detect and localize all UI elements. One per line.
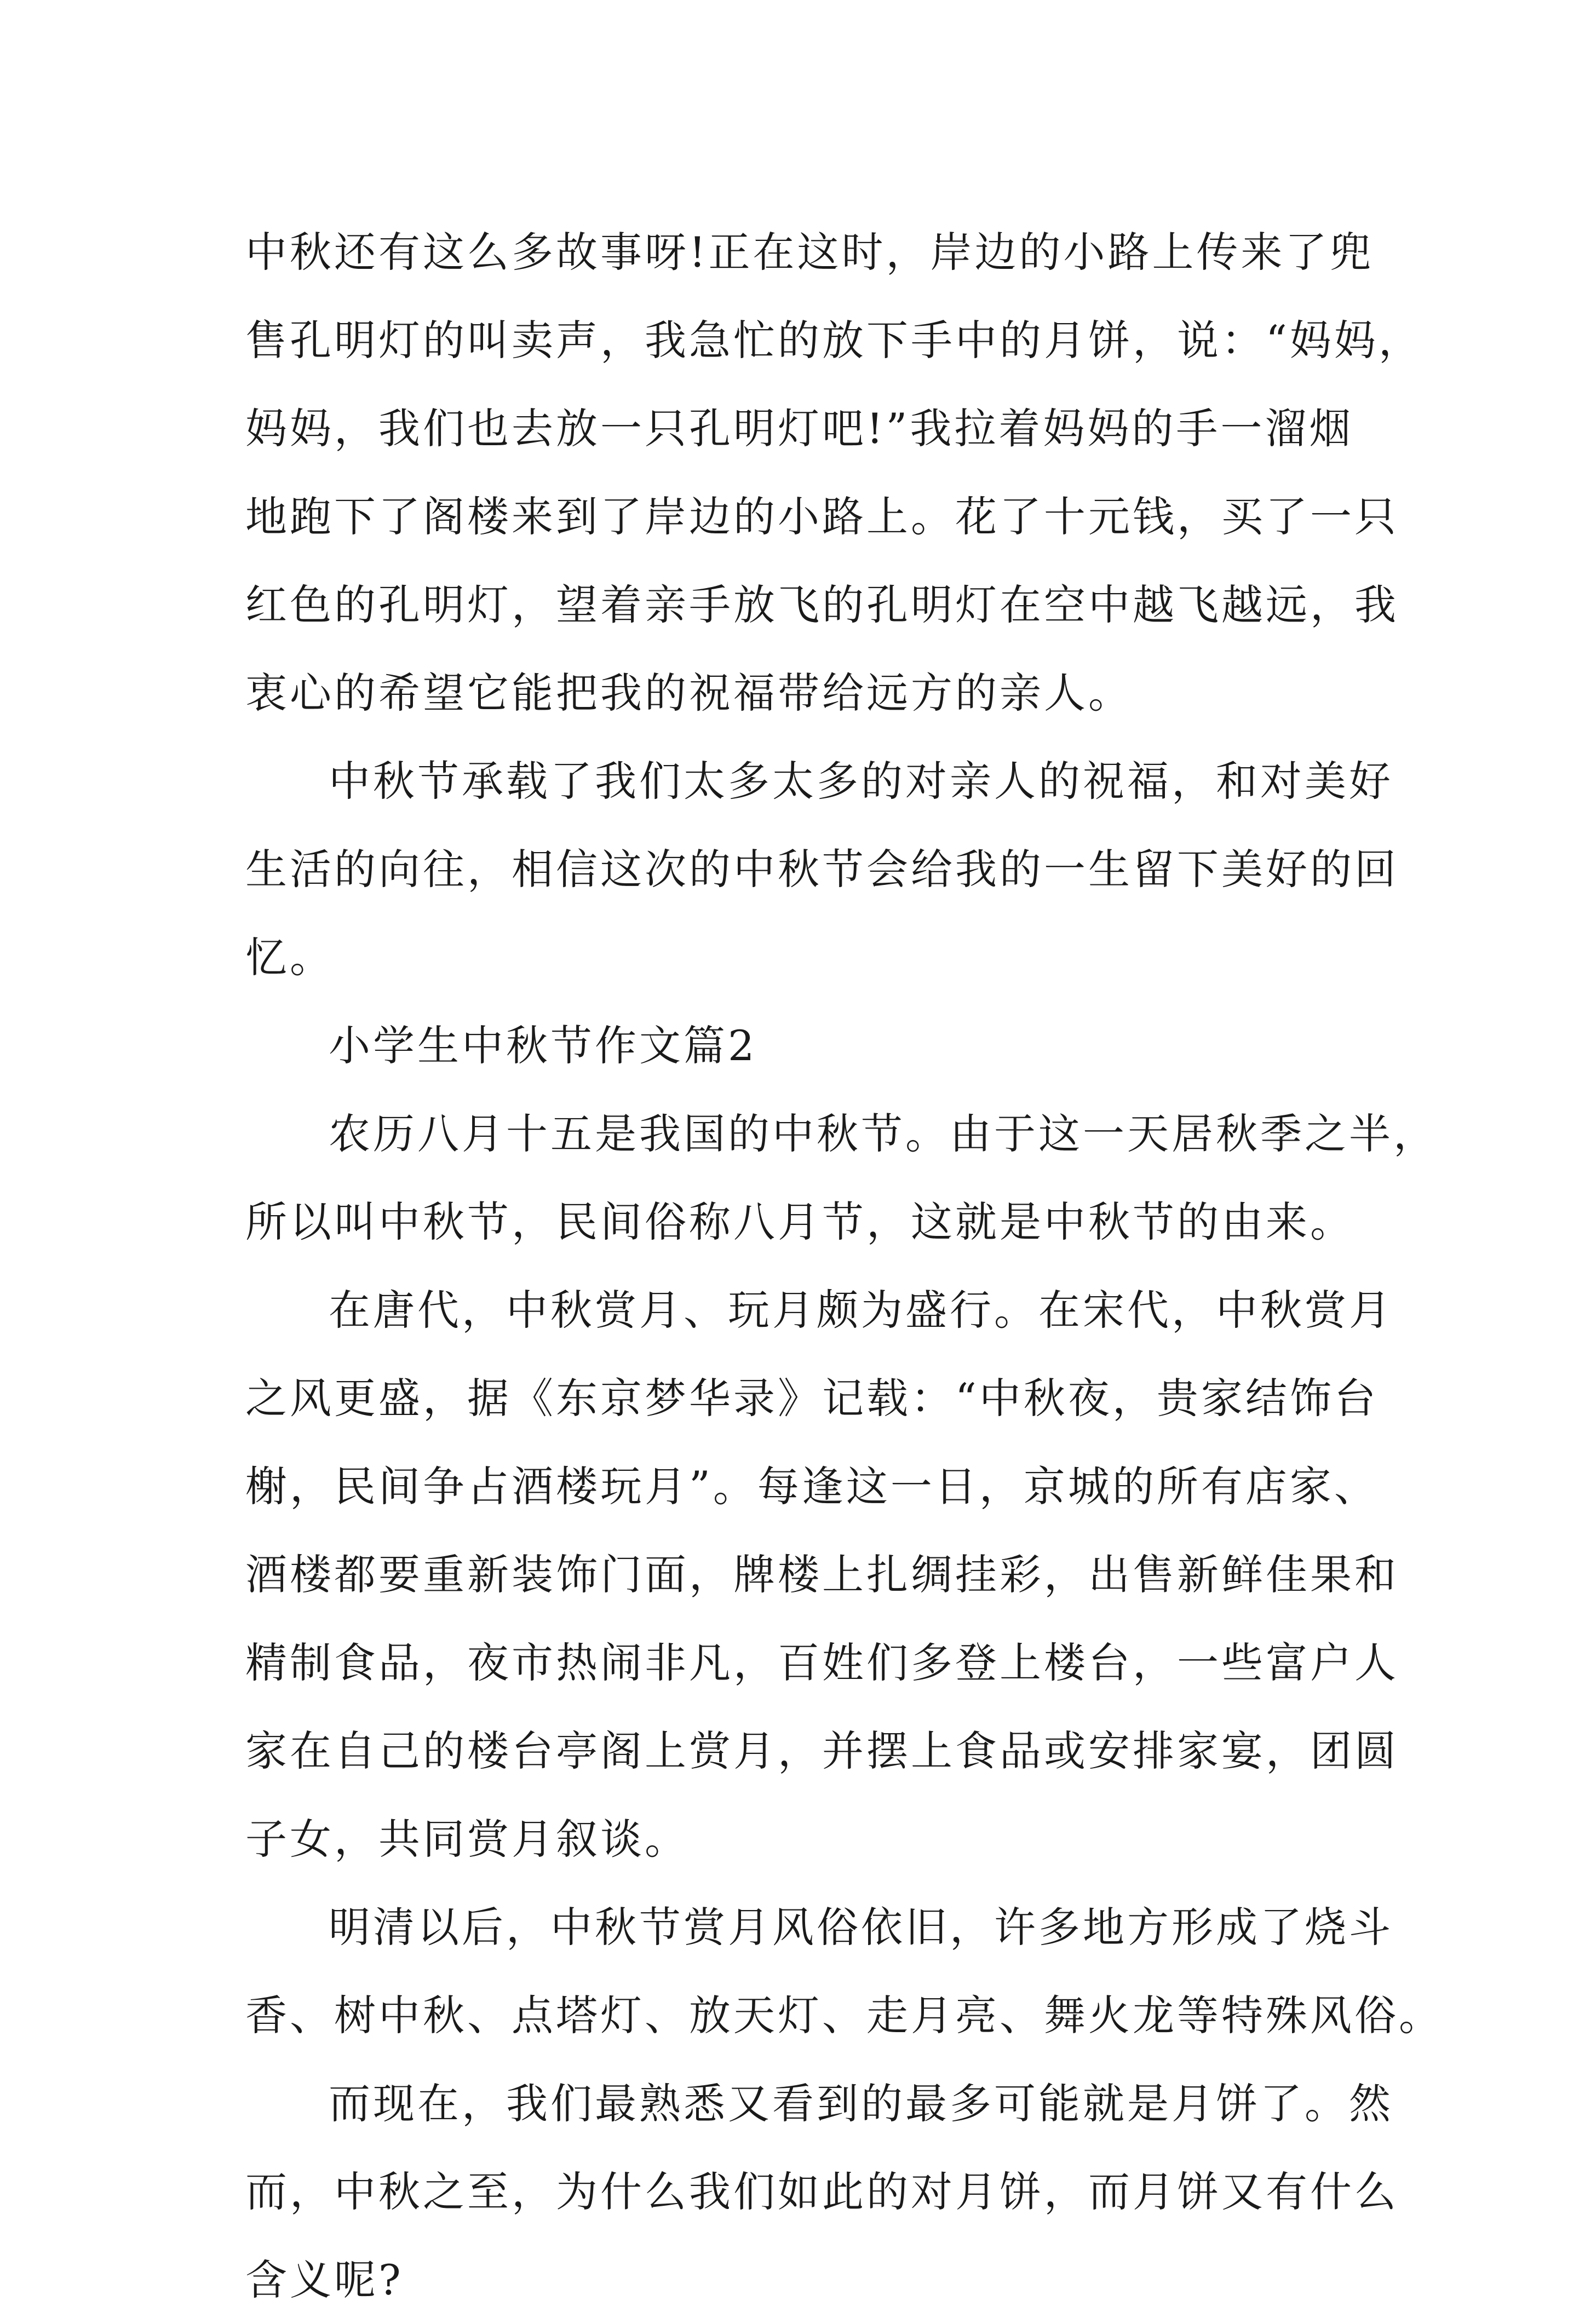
text-line: 榭，民间争占酒楼玩月”。每逢这一日，京城的所有店家、 [245, 1462, 1379, 1511]
paragraph [245, 208, 1423, 737]
text-line: 地跑下了阁楼来到了岸边的小路上。花了十元钱，买了一只 [245, 492, 1399, 541]
text-line: 子女，共同赏月叙谈。 [245, 1815, 689, 1863]
paragraph [245, 1090, 1438, 1266]
text-line: 在唐代，中秋赏月、玩月颇为盛行。在宋代，中秋赏月 [329, 1286, 1393, 1334]
text-line: 而现在，我们最熟悉又看到的最多可能就是月饼了。然 [329, 2079, 1393, 2128]
text-line: 精制食品，夜市热闹非凡，百姓们多登上楼台，一些富户人 [245, 1638, 1399, 1687]
paragraph [245, 1883, 1443, 2060]
document-body [245, 208, 1443, 2324]
text-line: 而，中秋之至，为什么我们如此的对月饼，而月饼又有什么 [245, 2167, 1399, 2216]
text-line: 之风更盛，据《东京梦华录》记载：“中秋夜，贵家结饰台 [245, 1374, 1379, 1423]
text-line: 香、树中秋、点塔灯、放天灯、走月亮、舞火龙等特殊风俗。 [245, 1991, 1443, 2040]
section-heading [245, 1002, 1363, 1090]
text-line: 中秋节承载了我们太多太多的对亲人的祝福，和对美好 [329, 757, 1393, 806]
text-line: 中秋还有这么多故事呀!正在这时，岸边的小路上传来了兜 [245, 228, 1374, 277]
text-line: 含义呢? [245, 2256, 404, 2304]
text-line: 忆。 [245, 933, 334, 982]
text-line: 衷心的希望它能把我的祝福带给远方的亲人。 [245, 669, 1133, 717]
text-line: 农历八月十五是我国的中秋节。由于这一天居秋季之半， [329, 1109, 1438, 1158]
text-line: 所以叫中秋节，民间俗称八月节，这就是中秋节的由来。 [245, 1198, 1354, 1246]
text-line: 家在自己的楼台亭阁上赏月，并摆上食品或安排家宴，团圆 [245, 1727, 1399, 1775]
paragraph [245, 1266, 1399, 1883]
text-line: 明清以后，中秋节赏月风俗依旧，许多地方形成了烧斗 [329, 1903, 1393, 1952]
paragraph [245, 2060, 1399, 2324]
text-line: 红色的孔明灯，望着亲手放飞的孔明灯在空中越飞越远，我 [245, 580, 1399, 629]
text-line: 生活的向往，相信这次的中秋节会给我的一生留下美好的回 [245, 845, 1399, 894]
text-line: 售孔明灯的叫卖声，我急忙的放下手中的月饼，说：“妈妈， [245, 316, 1423, 365]
text-line: 酒楼都要重新装饰门面，牌楼上扎绸挂彩，出售新鲜佳果和 [245, 1550, 1399, 1599]
text-line: 妈妈，我们也去放一只孔明灯吧!”我拉着妈妈的手一溜烟 [245, 404, 1354, 453]
heading-text: 小学生中秋节作文篇2 [329, 1021, 757, 1070]
paragraph [245, 737, 1399, 1002]
